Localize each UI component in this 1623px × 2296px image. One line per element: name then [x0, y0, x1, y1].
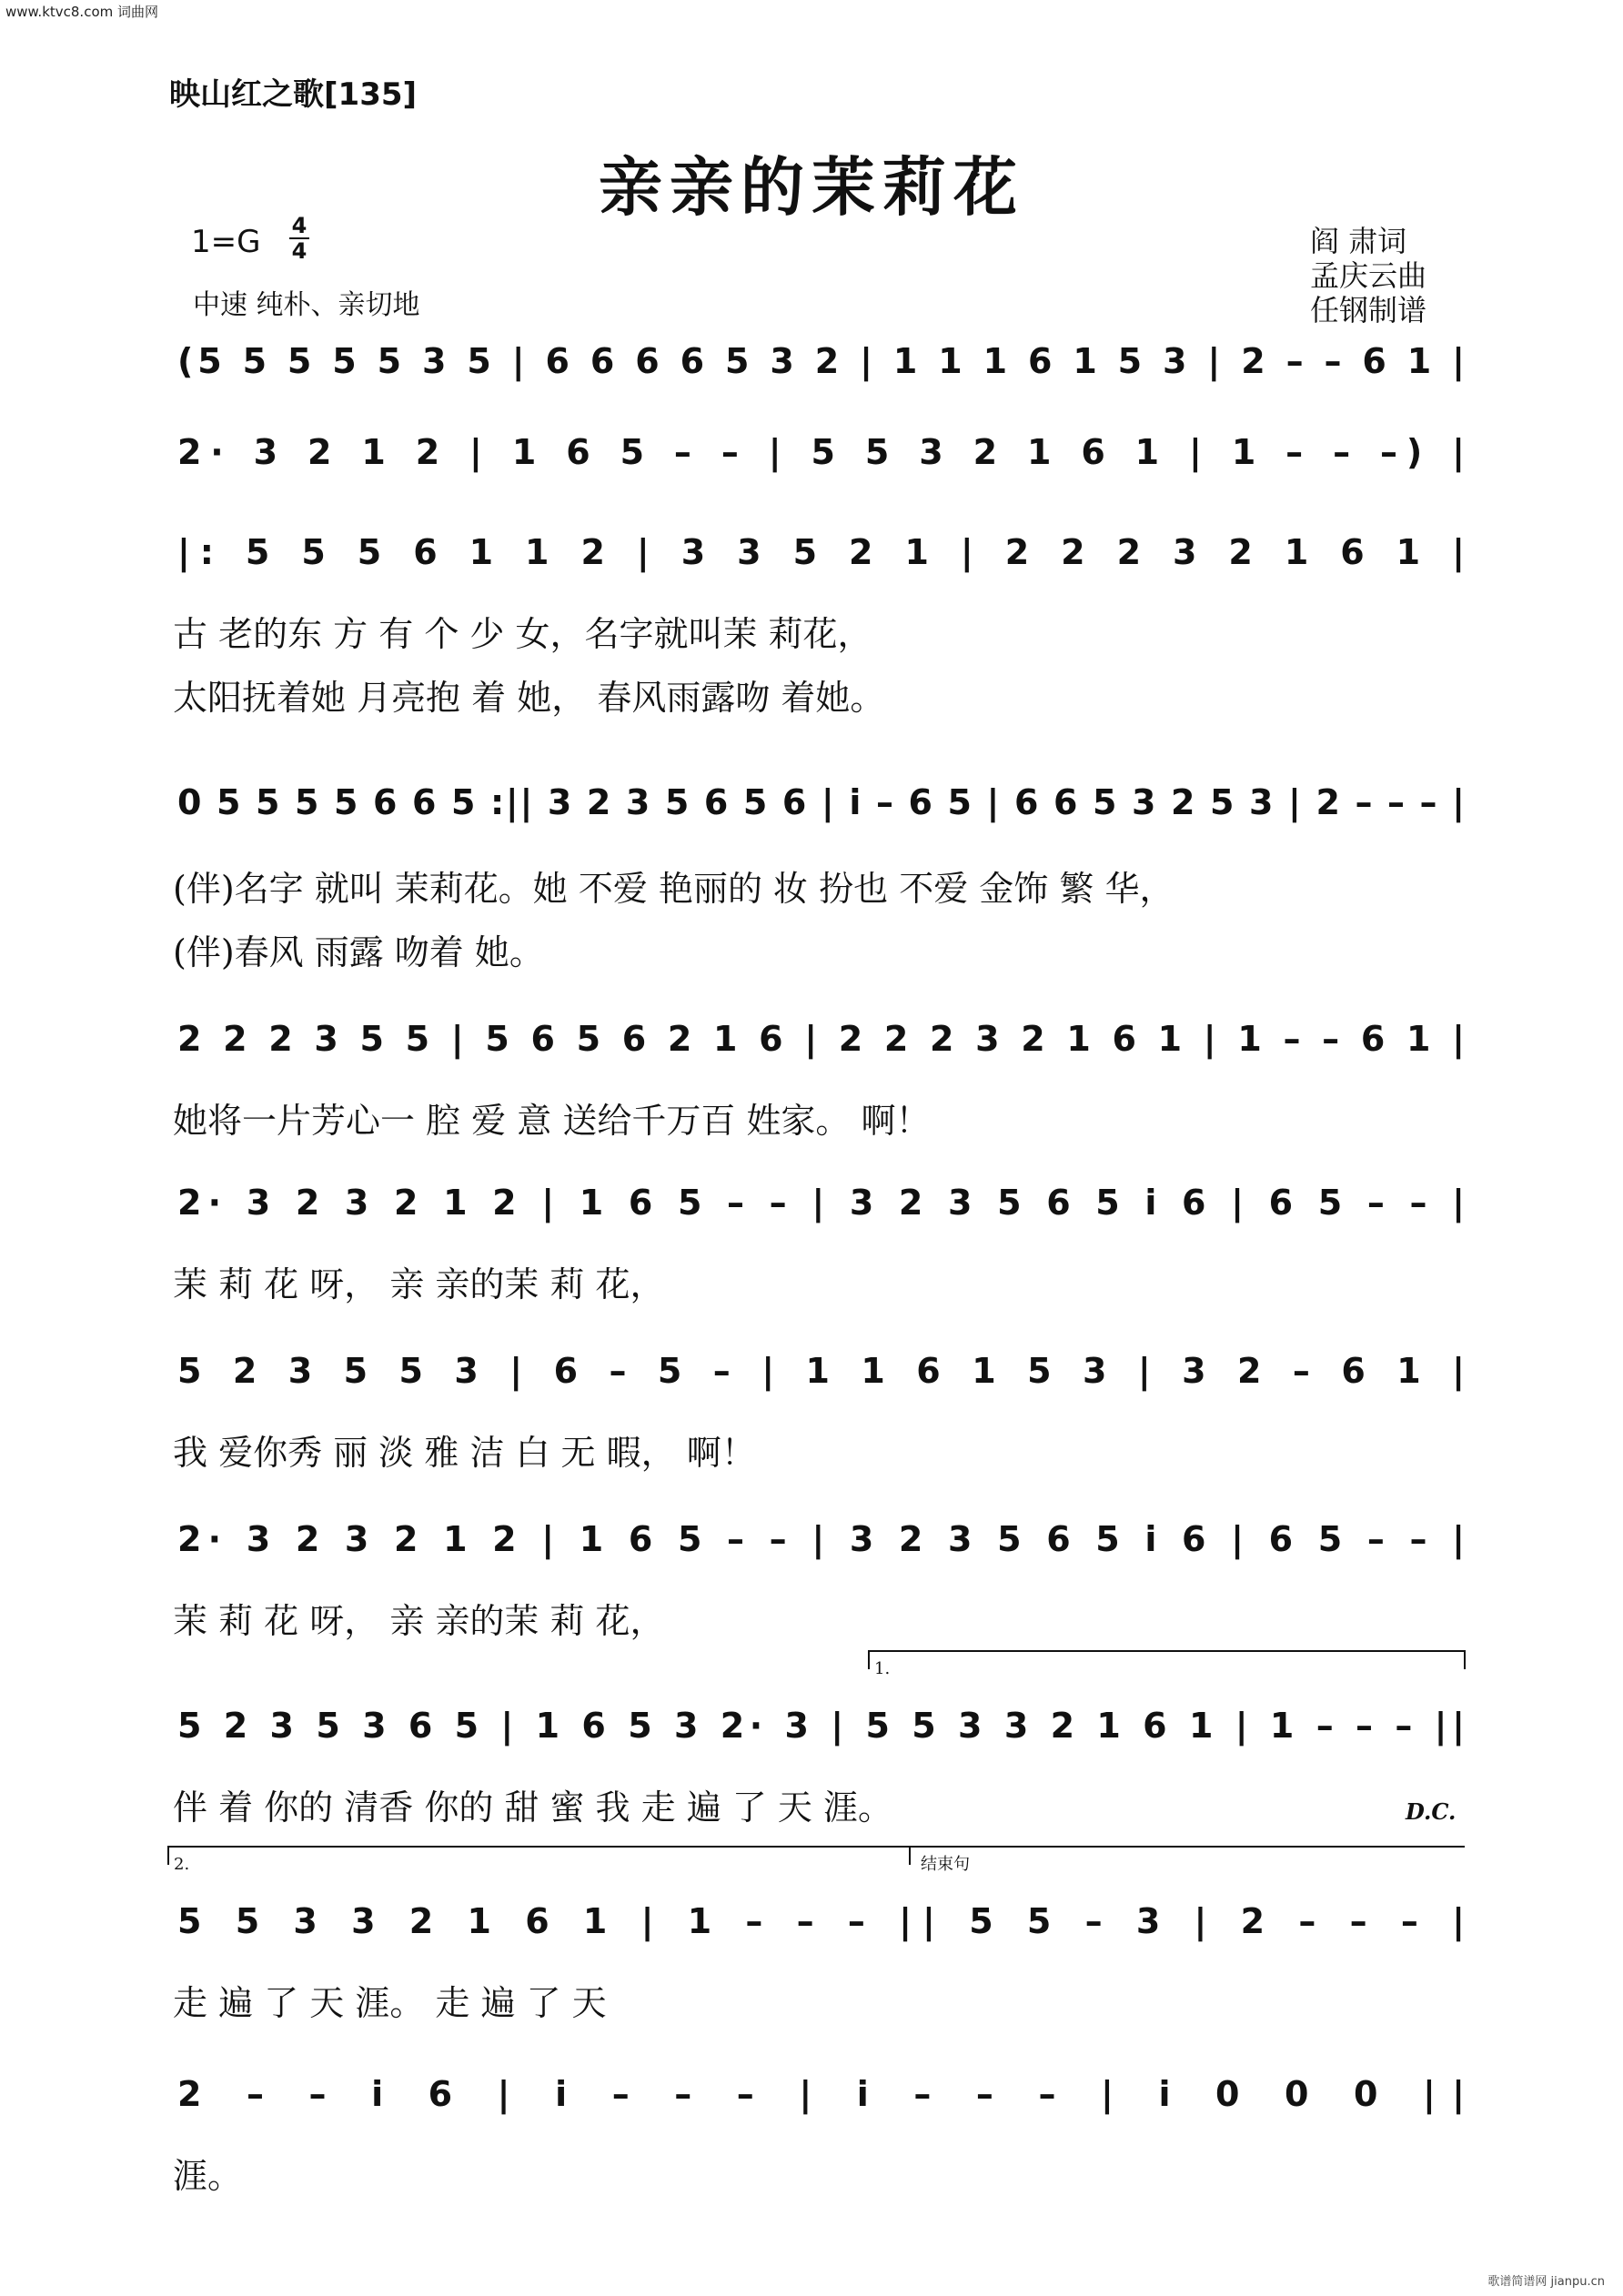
score-line: [177, 432, 1465, 473]
volta-number: 2.: [174, 1855, 190, 1874]
time-sig-bottom: 4: [291, 238, 307, 264]
notation-line: 5 2 3 5 3 6 5 | 1 6 5 3 2· 3 | 5 5 3 3 2 1 6 1 | 1 – – – ||: [177, 1706, 1466, 1746]
lyric-line: 古 老的东 方 有 个 少 女，名字就叫茉 莉花，: [173, 614, 872, 654]
notation-line: |: 5 5 5 6 1 1 2 | 3 3 5 2 1 | 2 2 2 3 2 1 6 1 |: [177, 532, 1465, 572]
volta-bracket: [168, 1847, 910, 1865]
lyric-line: 茉 莉 花 呀， 亲 亲的茉 莉 花，: [173, 1601, 665, 1641]
lyric-line: 走 遍 了 天 涯。 走 遍 了 天: [173, 1983, 607, 2023]
lyric-line: (伴)名字 就叫 茉莉花。她 不爱 艳丽的 妆 扮也 不爱 金饰 繁 华，: [173, 869, 1174, 909]
notation-line: 5 5 3 3 2 1 6 1 | 1 – – – || 5 5 – 3 | 2 – – – |: [177, 1901, 1465, 1941]
notation-line: 2 – – i 6 | i – – – | i – – – | i 0 0 0 ||: [177, 2074, 1465, 2114]
notation-line: 0 5 5 5 5 6 6 5 :|| 3 2 3 5 6 5 6 | i – 6 5 | 6 6 5 3 2 5 3 | 2 – – – |: [177, 782, 1465, 822]
key-signature: 1=G: [191, 224, 261, 260]
lyric-line: 涯。: [173, 2156, 243, 2196]
composer: 孟庆云曲: [1310, 258, 1427, 293]
series-label: 映山红之歌[135]: [169, 76, 418, 113]
score-line: [173, 1519, 1465, 1641]
notation-line: 2· 3 2 3 2 1 2 | 1 6 5 – – | 3 2 3 5 6 5 i 6 | 6 5 – – |: [177, 1519, 1465, 1559]
time-sig-top: 4: [291, 213, 307, 238]
score-lines: [168, 341, 1465, 2196]
notation-line: 2· 3 2 3 2 1 2 | 1 6 5 – – | 3 2 3 5 6 5 i 6 | 6 5 – – |: [177, 1183, 1465, 1223]
volta-number: 1.: [874, 1659, 891, 1678]
lyric-line: 她将一片芳心一 腔 爱 意 送给千万百 姓家。 啊！: [173, 1101, 931, 1141]
score-line: [177, 341, 1465, 382]
lyric-line: (伴)春风 雨露 吻着 她。: [173, 932, 544, 972]
tempo-marking: 中速 纯朴、亲切地: [193, 289, 420, 321]
notation-line: 2· 3 2 1 2 | 1 6 5 – – | 5 5 3 2 1 6 1 | 1 – – –) |: [177, 432, 1465, 472]
score-line: [173, 1651, 1465, 1828]
score-line: [173, 1183, 1465, 1304]
arranger: 任钢制谱: [1310, 293, 1427, 327]
score-line: [173, 782, 1465, 972]
lyric-line: 太阳抚着她 月亮抱 着 她， 春风雨露吻 着她。: [173, 678, 885, 718]
score-line: [173, 532, 1465, 718]
volta-bracket: [869, 1651, 1465, 1669]
notation-line: 5 2 3 5 5 3 | 6 – 5 – | 1 1 6 1 5 3 | 3 2 – 6 1 |: [177, 1351, 1466, 1391]
watermark-bottom: 歌谱简谱网 jianpu.cn: [1487, 2275, 1605, 2289]
coda-label: 结束句: [921, 1855, 970, 1874]
notation-line: 2 2 2 3 5 5 | 5 6 5 6 2 1 6 | 2 2 2 3 2 1 6 1 | 1 – – 6 1 |: [177, 1019, 1465, 1059]
lyric-line: 伴 着 你的 清香 你的 甜 蜜 我 走 遍 了 天 涯。: [173, 1787, 892, 1828]
notation-line: (5 5 5 5 5 3 5 | 6 6 6 6 5 3 2 | 1 1 1 6 1 5 3 | 2 – – 6 1 |: [177, 341, 1465, 381]
watermark-top: www.ktvc8.com 词曲网: [5, 4, 159, 20]
score-line: [173, 2074, 1465, 2196]
score-line: [173, 1019, 1465, 1141]
song-title: 亲亲的茉莉花: [599, 149, 1024, 225]
lyric-line: 茉 莉 花 呀， 亲 亲的茉 莉 花，: [173, 1264, 665, 1304]
dc-mark: D.C.: [1406, 1798, 1457, 1825]
lyric-line: 我 爱你秀 丽 淡 雅 洁 白 无 暇， 啊！: [173, 1433, 756, 1473]
score-line: [168, 1847, 1465, 2023]
score-line: [173, 1351, 1465, 1473]
coda-bracket: [910, 1847, 1465, 1865]
lyricist: 阎 肃词: [1310, 224, 1407, 258]
